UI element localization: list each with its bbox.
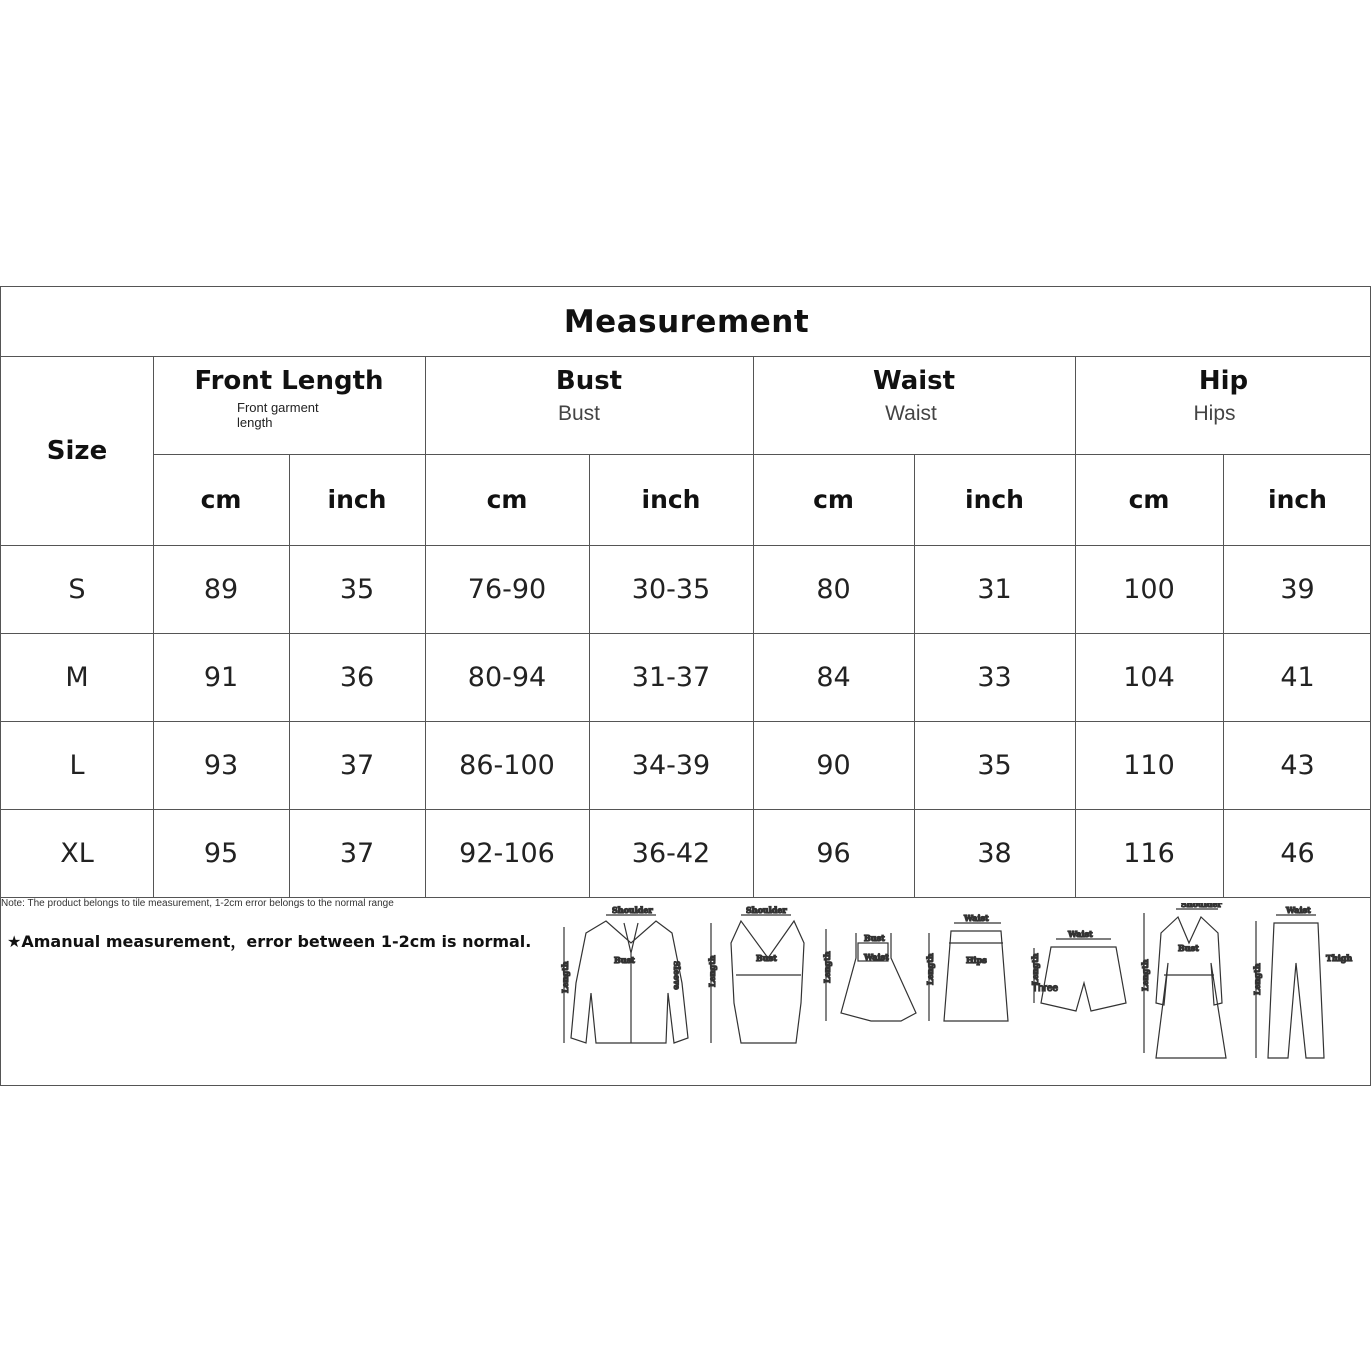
svg-text:Thigh: Thigh	[1326, 953, 1353, 963]
svg-text:Length: Length	[1252, 963, 1262, 995]
header-front-length	[153, 356, 425, 454]
unit-header: inch	[1268, 485, 1327, 514]
size-header: Size	[46, 435, 108, 466]
header-bust	[425, 356, 753, 454]
table-cell: 90	[816, 749, 851, 781]
table-cell: 43	[1280, 749, 1315, 781]
size-label-xl: XL	[60, 837, 94, 869]
svg-text:Shoulder: Shoulder	[1181, 903, 1222, 909]
svg-text:Shoulder: Shoulder	[612, 905, 653, 915]
blouse-icon	[560, 905, 688, 1043]
table-cell: 31	[977, 573, 1012, 605]
table-cell: 41	[1280, 661, 1315, 693]
table-cell: 116	[1123, 837, 1175, 869]
header-bust-label: Bust	[555, 366, 623, 396]
header-hip	[1075, 356, 1371, 454]
header-waist	[753, 356, 1075, 454]
svg-text:Three: Three	[1032, 983, 1059, 994]
table-cell: 34-39	[631, 749, 711, 781]
table-cell: 80-94	[467, 661, 547, 693]
svg-text:Waist: Waist	[1286, 905, 1311, 915]
table-cell: 92-106	[459, 837, 555, 869]
table-cell: 96	[816, 837, 851, 869]
size-label-m: M	[65, 661, 89, 693]
size-label-s: S	[68, 573, 86, 605]
table-cell: 35	[977, 749, 1012, 781]
svg-text:Shoulder: Shoulder	[746, 905, 787, 915]
table-cell: 37	[339, 837, 375, 869]
svg-text:Length: Length	[1030, 953, 1040, 985]
header-waist-sub: Waist	[885, 402, 937, 425]
skirt-icon	[925, 913, 1008, 1021]
size-chart-table	[0, 286, 1371, 1086]
table-cell: 76-90	[467, 573, 547, 605]
svg-text:Length: Length	[1140, 959, 1150, 991]
header-front-length-sub: Front garment length	[237, 400, 319, 430]
header-front-length-label: Front Length	[194, 366, 384, 396]
svg-text:Length: Length	[822, 951, 832, 983]
svg-text:Bust: Bust	[1178, 943, 1199, 953]
table-cell: 91	[203, 661, 239, 693]
header-bust-sub: Bust	[557, 402, 601, 425]
vest-icon	[707, 905, 804, 1043]
unit-header: inch	[965, 485, 1024, 514]
header-hip-label: Hip	[1198, 366, 1249, 396]
unit-header: inch	[327, 485, 387, 514]
table-cell: 86-100	[459, 749, 555, 781]
table-cell: 110	[1123, 749, 1175, 781]
svg-text:Waist: Waist	[864, 952, 889, 962]
table-cell: 89	[203, 573, 239, 605]
unit-header: cm	[813, 485, 854, 514]
garment-illustrations	[546, 903, 1366, 1079]
shorts-icon	[1030, 929, 1126, 1011]
size-label-l: L	[69, 749, 85, 781]
note-small: Note: The product belongs to tile measurement, 1-2cm error belongs to the normal range	[1, 898, 394, 909]
table-cell: 36-42	[631, 837, 711, 869]
svg-text:Bust: Bust	[756, 953, 777, 963]
table-cell: 39	[1280, 573, 1315, 605]
table-cell: 80	[816, 573, 851, 605]
header-hip-sub: Hips	[1193, 402, 1236, 425]
svg-text:Length: Length	[560, 961, 570, 993]
table-cell: 36	[339, 661, 375, 693]
svg-text:Bust: Bust	[614, 955, 635, 965]
table-cell: 104	[1123, 661, 1175, 693]
unit-header: cm	[1128, 485, 1170, 514]
table-cell: 46	[1280, 837, 1315, 869]
table-cell: 95	[203, 837, 239, 869]
coat-icon	[1140, 903, 1226, 1058]
pants-icon	[1252, 905, 1352, 1058]
svg-text:Length: Length	[925, 953, 935, 985]
unit-header: cm	[486, 485, 528, 514]
table-cell: 38	[977, 837, 1012, 869]
header-waist-label: Waist	[872, 366, 956, 396]
table-cell: 84	[816, 661, 851, 693]
svg-text:Bust: Bust	[864, 933, 885, 943]
table-cell: 37	[339, 749, 375, 781]
chart-title: Measurement	[563, 303, 810, 340]
unit-header: inch	[641, 485, 701, 514]
table-cell: 30-35	[631, 573, 711, 605]
table-cell: 31-37	[631, 661, 711, 693]
table-cell: 93	[203, 749, 239, 781]
note-main: ★Amanual measurement，error between 1-2cm is normal.	[7, 932, 532, 951]
svg-text:Hips: Hips	[966, 955, 987, 965]
svg-text:Waist: Waist	[964, 913, 989, 923]
table-cell: 100	[1123, 573, 1175, 605]
table-cell: 33	[977, 661, 1012, 693]
unit-header: cm	[200, 485, 242, 514]
svg-text:Length: Length	[707, 955, 717, 987]
dress-icon	[822, 929, 916, 1021]
svg-text:Sleeve: Sleeve	[672, 961, 682, 990]
table-cell: 35	[339, 573, 375, 605]
svg-text:Waist: Waist	[1068, 929, 1093, 939]
